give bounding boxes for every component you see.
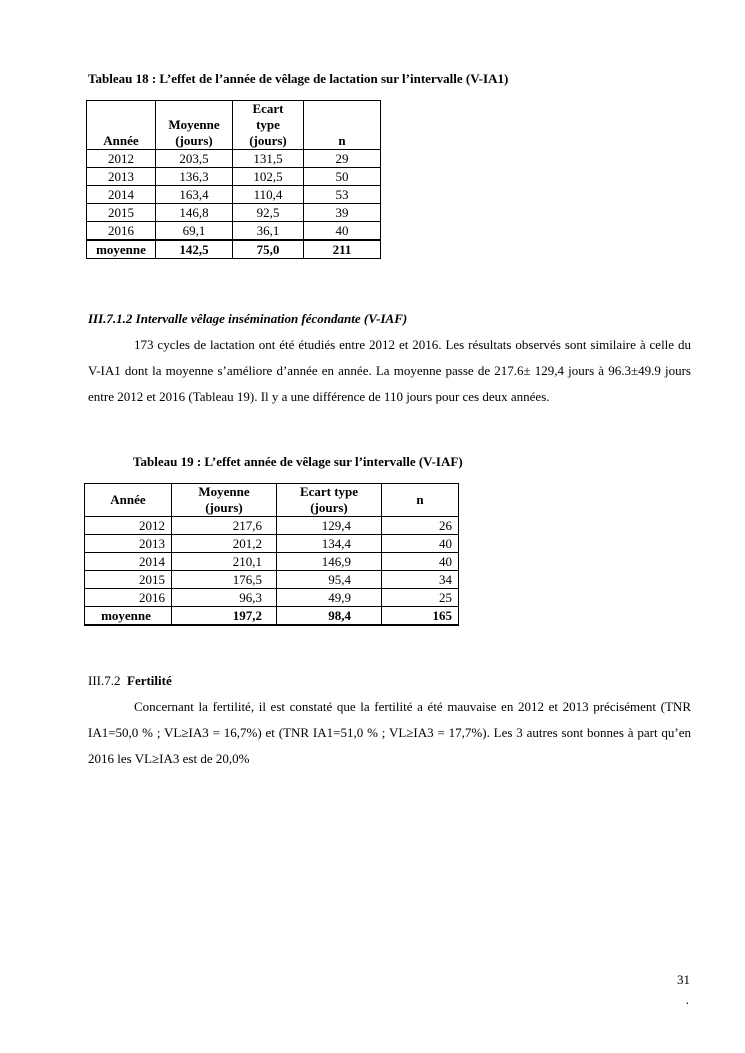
cell-moyenne: 146,8 [156, 204, 233, 222]
header-label: type [256, 117, 280, 132]
cell-moyenne: 96,3 [172, 589, 277, 607]
table18-header-annee [87, 101, 156, 150]
cell-n: 40 [382, 535, 459, 553]
cell-annee: 2013 [87, 168, 156, 186]
table18-caption: Tableau 18 : L’effet de l’année de vêlage de lactation sur l’intervalle (V-IA1) [88, 71, 509, 86]
header-label: Ecart [252, 101, 284, 116]
section-number: III.7.2 [88, 673, 121, 688]
cell-moyenne: 203,5 [156, 150, 233, 168]
table-row [87, 186, 381, 204]
header-label: (jours) [205, 500, 243, 515]
cell-ecart: 95,4 [277, 571, 382, 589]
table19-header-moyenne [172, 484, 277, 517]
cell-moyenne: 163,4 [156, 186, 233, 204]
cell-moyenne: 217,6 [172, 517, 277, 535]
header-label: (jours) [175, 133, 213, 148]
cell-annee: 2014 [87, 186, 156, 204]
table-row [87, 168, 381, 186]
cell-n: 39 [304, 204, 381, 222]
cell-n: 25 [382, 589, 459, 607]
cell-moyenne: 142,5 [156, 240, 233, 259]
paragraph-v-iaf: 173 cycles de lactation ont été étudiés entre 2012 et 2016. Les résultats observés sont similaire à celle du V-IA1 dont la moyenne s’améliore d’année en année. La moyenne passe de 217.6± 129,4 jours à 96.3±49.9 jours entre 2012 et 2016 (Tableau 19). Il y a une différence de 110 jours pour ces deux années. [88, 337, 691, 404]
header-label: n [416, 492, 424, 507]
cell-ecart: 131,5 [233, 150, 304, 168]
cell-ecart: 98,4 [277, 607, 382, 626]
header-label: Année [110, 492, 146, 507]
cell-n: 40 [304, 222, 381, 241]
cell-ecart: 92,5 [233, 204, 304, 222]
table-row [85, 535, 459, 553]
cell-ecart: 146,9 [277, 553, 382, 571]
header-label: Ecart type [299, 484, 359, 499]
cell-ecart: 36,1 [233, 222, 304, 241]
section-heading-v-iaf: III.7.1.2 Intervalle vêlage insémination fécondante (V-IAF) [88, 311, 408, 326]
cell-n: 165 [382, 607, 459, 626]
table-row [85, 589, 459, 607]
cell-moyenne: 210,1 [172, 553, 277, 571]
cell-ecart: 129,4 [277, 517, 382, 535]
table18-header-n [304, 101, 381, 150]
table19-total-row [85, 607, 459, 626]
table18-header-row [87, 101, 381, 150]
cell-n: 50 [304, 168, 381, 186]
cell-ecart: 75,0 [233, 240, 304, 259]
cell-n: 29 [304, 150, 381, 168]
cell-n: 40 [382, 553, 459, 571]
table-row [85, 517, 459, 535]
cell-annee: 2015 [87, 204, 156, 222]
page-number: 31 [677, 972, 690, 987]
table18 [86, 100, 381, 259]
header-label: Moyenne [168, 117, 220, 132]
cell-annee: moyenne [85, 607, 172, 626]
cell-n: 53 [304, 186, 381, 204]
cell-annee: 2012 [87, 150, 156, 168]
section-heading-fertilite [88, 673, 172, 689]
table18-header-moyenne [156, 101, 233, 150]
header-label: n [338, 133, 346, 148]
header-label: Année [103, 133, 139, 148]
table19-caption: Tableau 19 : L’effet année de vêlage sur l’intervalle (V-IAF) [133, 454, 463, 469]
cell-ecart: 110,4 [233, 186, 304, 204]
cell-annee: 2016 [87, 222, 156, 241]
table-row [87, 150, 381, 168]
section-title: Fertilité [127, 673, 172, 688]
cell-annee: 2013 [85, 535, 172, 553]
cell-annee: 2016 [85, 589, 172, 607]
table-row [85, 571, 459, 589]
cell-ecart: 49,9 [277, 589, 382, 607]
paragraph-fertilite: Concernant la fertilité, il est constaté que la fertilité a été mauvaise en 2012 et 2013 précisément (TNR IA1=50,0 % ; VL≥IA3 = 16,7%) et (TNR IA1=51,0 % ; VL≥IA3 = 17,7%). Les 3 autres sont bonnes à part qu’en 2016 les VL≥IA3 est de 20,0% [88, 699, 691, 766]
table-row [87, 204, 381, 222]
cell-n: 211 [304, 240, 381, 259]
cell-n: 26 [382, 517, 459, 535]
header-label: Moyenne [198, 484, 250, 499]
cell-moyenne: 136,3 [156, 168, 233, 186]
table18-total-row [87, 240, 381, 259]
cell-annee: moyenne [87, 240, 156, 259]
table19-header-n [382, 484, 459, 517]
cell-annee: 2015 [85, 571, 172, 589]
table18-header-ecart [233, 101, 304, 150]
table-row [87, 222, 381, 241]
table19-header-annee [85, 484, 172, 517]
table19-header-row [85, 484, 459, 517]
cell-moyenne: 201,2 [172, 535, 277, 553]
cell-annee: 2014 [85, 553, 172, 571]
cell-ecart: 102,5 [233, 168, 304, 186]
page-number-dot: . [685, 992, 689, 1007]
header-label: (jours) [310, 500, 348, 515]
table-row [85, 553, 459, 571]
cell-n: 34 [382, 571, 459, 589]
cell-ecart: 134,4 [277, 535, 382, 553]
table19 [84, 483, 459, 626]
cell-moyenne: 197,2 [172, 607, 277, 626]
cell-moyenne: 69,1 [156, 222, 233, 241]
cell-annee: 2012 [85, 517, 172, 535]
cell-moyenne: 176,5 [172, 571, 277, 589]
table19-header-ecart [277, 484, 382, 517]
header-label: (jours) [249, 133, 287, 148]
